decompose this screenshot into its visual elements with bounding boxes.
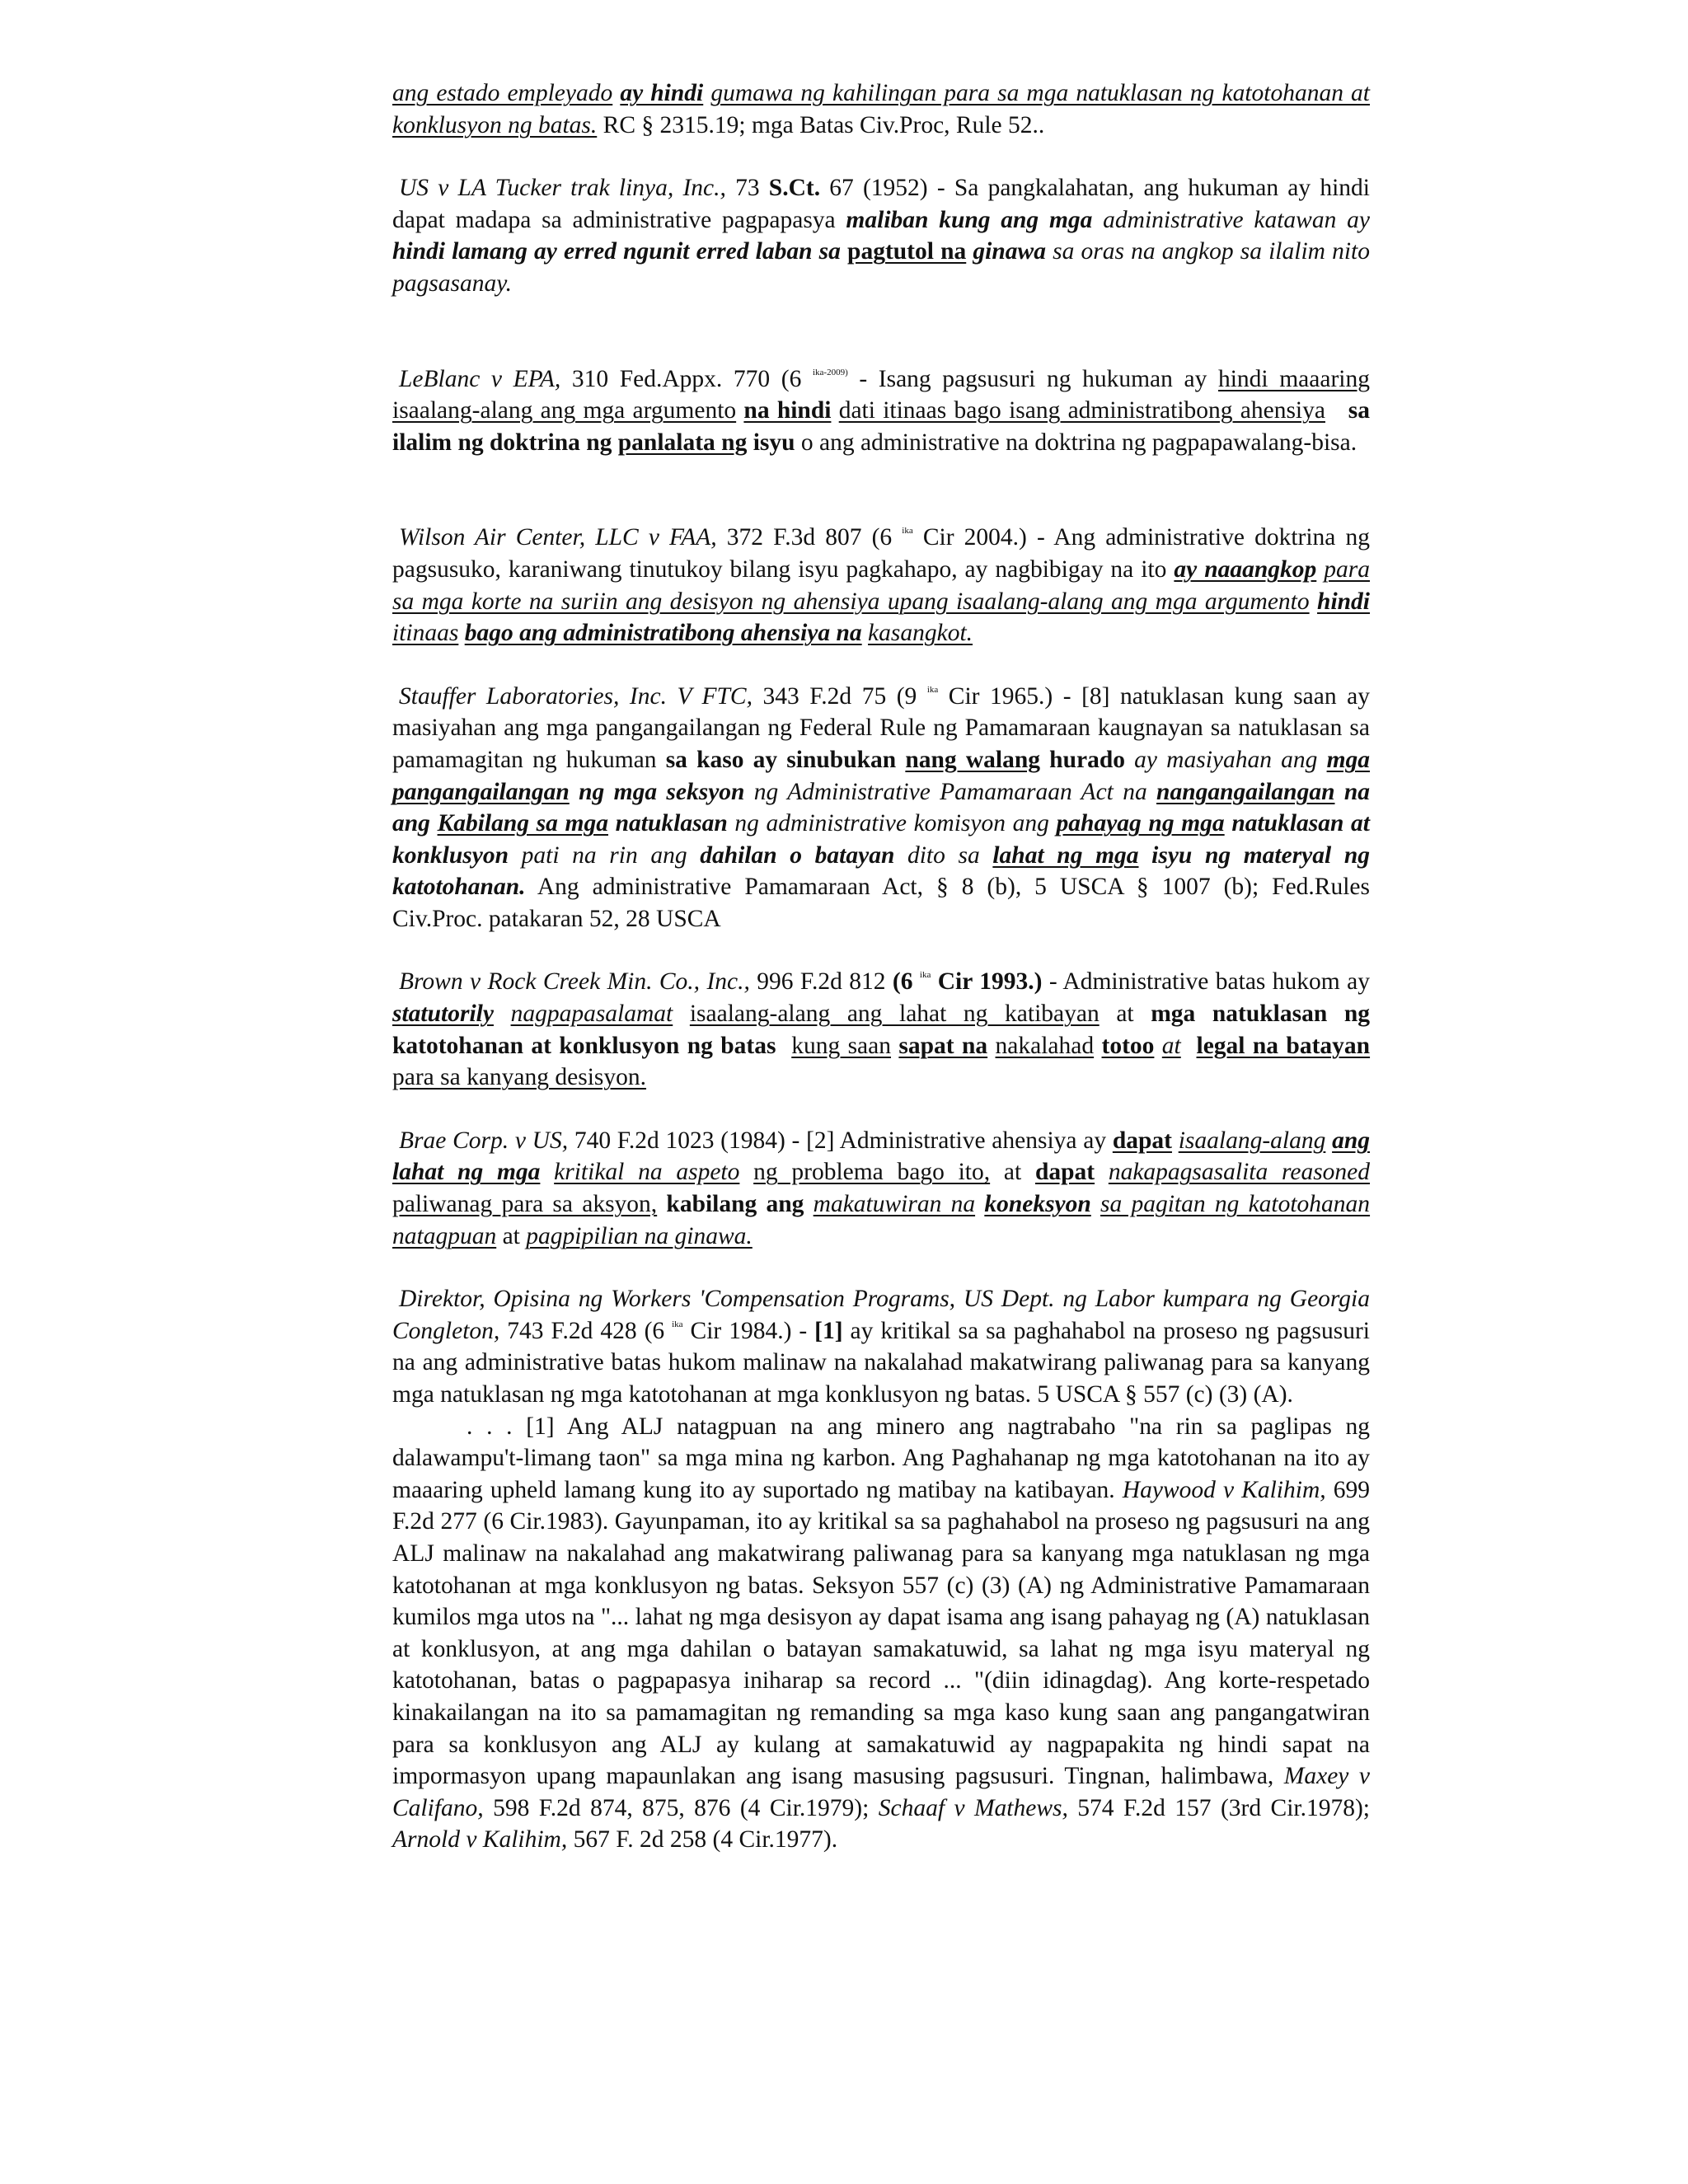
text-segment: ng administrative komisyon ang: [727, 810, 1057, 837]
superscript: ika: [672, 1319, 683, 1329]
text-segment: ng problema bago ito,: [753, 1159, 991, 1186]
text-segment: natuklasan at konklusyon: [392, 810, 1370, 869]
case-name: Maxey v Califano,: [392, 1763, 1370, 1821]
text-segment: maliban kung ang mga: [846, 206, 1093, 233]
text-segment: dito sa: [894, 841, 993, 869]
text-segment: totoo: [1101, 1032, 1155, 1059]
text-segment: Kabilang sa mga: [437, 810, 608, 837]
text-segment: bago ang administratibong ahensiya na: [464, 620, 862, 647]
text-segment: - Isang pagsusuri ng hukuman ay: [847, 365, 1218, 392]
case-name: Brae Corp. v US,: [399, 1127, 569, 1154]
text-segment: para sa mga korte na suriin ang desisyon ng ahensiya upang isaalang-alang ang mga argumento: [392, 555, 1370, 615]
text-segment: sapat na: [898, 1032, 988, 1059]
text-segment: Cir 2004.) - Ang administrative doktrina ng pagsusuko, karaniwang tinutukoy bilang isyu pagkahapo, ay nagbibigay na ito: [392, 524, 1371, 583]
case-name: Stauffer Laboratories, Inc. V FTC,: [399, 682, 753, 710]
text-segment: administrative katawan ay: [1092, 206, 1370, 233]
text-segment: koneksyon: [984, 1191, 1091, 1218]
text-segment: paliwanag para sa aksyon,: [392, 1191, 658, 1218]
text-segment: ng Administrative Pamamaraan Act na: [744, 778, 1157, 805]
text-segment: panlalata ng: [617, 429, 748, 456]
text-segment: dapat: [1112, 1127, 1172, 1154]
text-segment: para sa kanyang desisyon.: [392, 1064, 647, 1091]
text-segment: sa kaso ay sinubukan: [665, 746, 897, 773]
case-name: LeBlanc v EPA,: [399, 365, 561, 392]
text-segment: ay naaangkop: [1174, 555, 1317, 583]
text-segment: 996 F.2d 812: [749, 968, 893, 996]
text-segment: dati itinaas bago isang administratibong ahensiya: [838, 397, 1325, 424]
paragraph-7: [392, 1125, 1370, 1252]
text-segment: nakalahad: [995, 1032, 1095, 1059]
text-segment: na hindi: [743, 397, 832, 424]
text-segment: isaalang-alang ang lahat ng katibayan: [689, 1001, 1100, 1028]
text-segment: ang lahat ng mga: [392, 1127, 1371, 1186]
text-segment: S.Ct.: [768, 175, 821, 202]
text-segment: at: [990, 1159, 1035, 1186]
text-segment: mga pangangailangan: [392, 746, 1371, 805]
text-segment: legal na batayan: [1196, 1032, 1371, 1059]
text-segment: 598 F.2d 874, 875, 876 (4 Cir.1979);: [483, 1794, 879, 1821]
text-segment: 567 F. 2d 258 (4 Cir.1977).: [567, 1826, 838, 1854]
text-segment: kabilang ang: [666, 1191, 804, 1218]
case-name: US v LA Tucker trak linya, Inc.,: [399, 175, 726, 202]
paragraph-6: [392, 966, 1370, 1093]
case-name: Wilson Air Center, LLC v FAA,: [399, 524, 717, 551]
text-segment: o ang administrative na doktrina ng pagpapawalang-bisa.: [795, 429, 1357, 456]
text-segment: ang estado empleyado: [392, 80, 613, 106]
superscript: ika: [919, 970, 931, 981]
footnote-marker: [1]: [814, 1317, 843, 1344]
text-segment: pagpipilian na ginawa.: [526, 1222, 753, 1249]
text-segment: at: [496, 1222, 527, 1249]
text-segment: mga natuklasan ng katotohanan at konklusyon ng batas: [392, 1001, 1371, 1059]
text-segment: Ang administrative Pamamaraan Act, § 8 (b), 5 USCA § 1007 (b); Fed.Rules Civ.Proc. patakaran 52, 28 USCA: [392, 874, 1370, 932]
text-segment: kasangkot.: [868, 620, 973, 647]
case-name: Brown v Rock Creek Min. Co., Inc.,: [399, 968, 750, 996]
text-segment: 574 F.2d 157 (3rd Cir.1978);: [1067, 1794, 1370, 1821]
text-segment: hindi maaaring isaalang-alang ang mga argumento: [392, 365, 1370, 424]
text-segment: 67 (1952) - Sa pangkalahatan, ang hukuman ay hindi dapat madapa sa administrative pagpapasya: [392, 175, 1370, 233]
paragraph-9: [392, 1411, 1370, 1856]
case-name: Schaaf v Mathews,: [878, 1794, 1068, 1821]
text-segment: sa oras na angkop sa ilalim nito pagsasanay.: [392, 238, 1370, 297]
text-segment: hurado: [1049, 746, 1125, 773]
text-segment: - Administrative batas hukom ay: [1042, 968, 1371, 996]
text-segment: hindi lamang ay erred ngunit erred laban sa: [392, 238, 841, 265]
text-segment: makatuwiran na: [813, 1191, 976, 1218]
paragraph-1: [392, 77, 1370, 141]
text-segment: statutorily: [392, 1001, 494, 1028]
paragraph-2: [392, 172, 1370, 299]
text-segment: ay hindi: [620, 80, 704, 106]
text-segment: 343 F.2d 75 (9: [752, 682, 927, 710]
text-segment: nagpapasalamat: [510, 1001, 673, 1028]
text-segment: isaalang-alang: [1178, 1127, 1326, 1154]
paragraph-5: [392, 681, 1370, 935]
superscript: ika: [902, 526, 913, 537]
text-segment: 73: [725, 175, 769, 202]
text-segment: dapat: [1034, 1159, 1095, 1186]
text-segment: nangangailangan: [1156, 778, 1335, 805]
text-segment: (6: [892, 968, 920, 996]
text-segment: at: [1099, 1001, 1151, 1028]
text-segment: sa pagitan ng katotohanan natagpuan: [392, 1191, 1371, 1249]
text-segment: ng mga seksyon: [579, 778, 745, 805]
text-segment: Cir 1993.): [931, 968, 1043, 996]
superscript: ika-2009): [812, 367, 848, 377]
text-segment: 699 F.2d 277 (6 Cir.1983). Gayunpaman, ito ay kritikal sa sa paghahabol na proseso ng pagsusuri na ang ALJ malinaw na nakalahad ang makatwirang paliwanag para sa kanyang mga natuklasan ng mga katotohanan at mga konklusyon ng batas. Seksyon 557 (c) (3) (A) ng Administrative Pamamaraan kumilos mga utos na "... lahat ng mga desisyon ay dapat isama ang isang pahayag ng (A) natuklasan at konklusyon, at ang mga dahilan o batayan samakatuwid, sa lahat ng mga isyu materyal ng katotohanan, batas o pagpapasya iniharap sa record ... "(diin idinagdag). Ang korte-respetado kinakailangan na ito sa pamamagitan ng remanding sa mga kaso kung saan ang pangangatwiran para sa konklusyon ang ALJ ay kulang at samakatuwid ay nagpapakita ng hindi sapat na impormasyon upang mapaunlakan ang isang masusing pagsusuri. Tingnan, halimbawa,: [392, 1476, 1370, 1790]
text-segment: nakapagsasalita reasoned: [1108, 1159, 1371, 1186]
text-segment: 743 F.2d 428 (6: [499, 1317, 673, 1344]
text-segment: natuklasan: [615, 810, 728, 837]
case-name: Arnold v Kalihim,: [392, 1826, 568, 1854]
paragraph-4: [392, 522, 1370, 649]
text-segment: Cir 1984.) -: [682, 1317, 815, 1344]
text-segment: gumawa ng kahilingan para sa mga natuklasan ng katotohanan at konklusyon ng batas.: [392, 80, 1371, 138]
text-segment: 310 Fed.Appx. 770 (6: [560, 365, 813, 392]
text-segment: Cir 1965.) - [8] natuklasan kung saan ay masiyahan ang mga pangangailangan ng Federal Rule ng Pamamaraan kaugnayan sa natuklasan sa pamamagitan ng hukuman: [392, 682, 1370, 773]
text-segment: sa ilalim ng doktrina ng: [392, 397, 1370, 456]
text-segment: . . . [1] Ang ALJ natagpuan na ang minero ang nagtrabaho "na rin sa paglipas ng dalawampu't-limang taon" sa mga mina ng karbon. Ang Paghahanap ng mga katotohanan na ito ay maaaring upheld lamang kung ito ay suportado ng matibay na katibayan.: [392, 1413, 1370, 1503]
text-segment: ginawa: [973, 238, 1046, 265]
text-segment: 372 F.3d 807 (6: [716, 524, 903, 551]
superscript: ika: [926, 684, 939, 695]
document-page: [392, 77, 1370, 1856]
text-segment: 740 F.2d 1023 (1984) - [2] Administrative ahensiya ay: [568, 1127, 1113, 1154]
text-segment: at: [1161, 1032, 1181, 1059]
text-segment: dahilan o batayan: [700, 841, 895, 869]
text-segment: kung saan: [791, 1032, 891, 1059]
text-segment: lahat ng mga: [992, 841, 1139, 869]
text-segment: pati na rin ang: [509, 841, 701, 869]
citation: RC § 2315.19; mga Batas Civ.Proc, Rule 52..: [597, 111, 1045, 138]
text-segment: ay kritikal sa sa paghahabol na proseso ng pagsusuri na ang administrative batas hukom malinaw na nakalahad makatwirang paliwanag para sa kanyang mga natuklasan ng mga katotohanan at mga konklusyon ng batas. 5 USCA § 557 (c) (3) (A).: [392, 1317, 1370, 1408]
text-segment: itinaas: [392, 620, 459, 647]
text-segment: pagtutol na: [847, 238, 967, 265]
paragraph-3: [392, 363, 1370, 459]
case-name: Direktor, Opisina ng Workers 'Compensation Programs, US Dept. ng Labor kumpara ng Georgia Congleton,: [392, 1286, 1370, 1344]
text-segment: hindi: [1317, 588, 1370, 615]
text-segment: ay masiyahan ang: [1125, 746, 1327, 773]
text-segment: na ang: [392, 778, 1370, 837]
paragraph-8: [392, 1283, 1370, 1410]
text-segment: isyu: [753, 429, 795, 456]
case-name: Haywood v Kalihim,: [1122, 1476, 1326, 1503]
text-segment: pahayag ng mga: [1056, 810, 1225, 837]
text-segment: kritikal na aspeto: [554, 1159, 740, 1186]
text-segment: isyu ng materyal ng katotohanan.: [392, 841, 1371, 901]
text-segment: nang walang: [905, 746, 1040, 773]
